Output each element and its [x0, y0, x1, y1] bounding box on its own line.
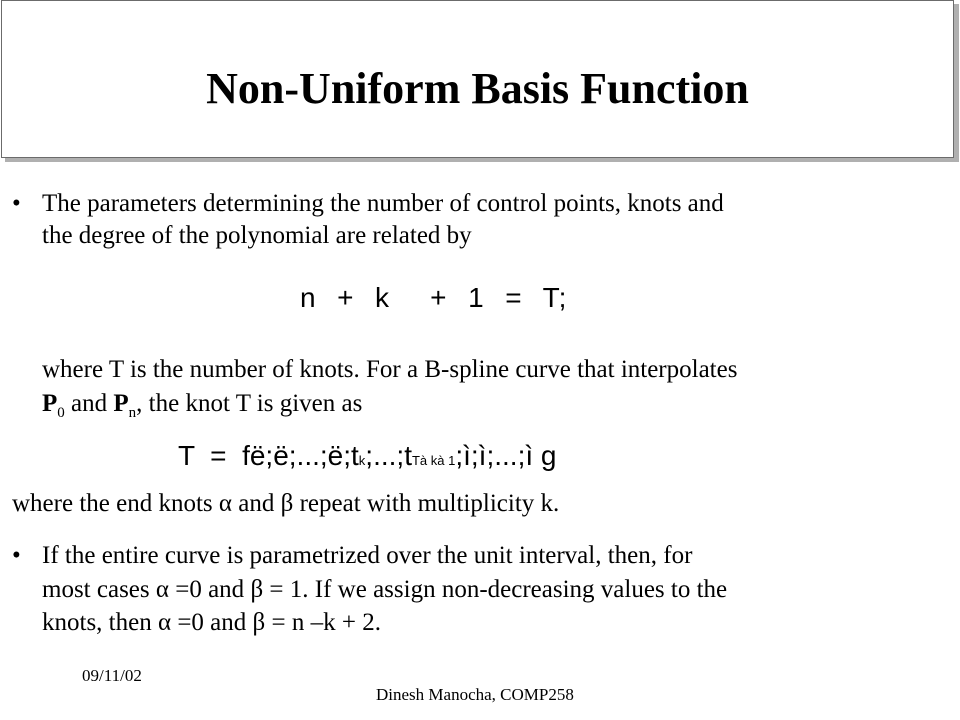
para-2-line-1: where T is the number of knots. For a B-spline curve that interpolates	[42, 356, 738, 383]
p-subscript-n: n	[128, 405, 137, 421]
para-3-post: repeat with multiplicity k.	[293, 490, 560, 517]
b2-l3-c: = n –k + 2.	[265, 609, 381, 636]
para-2-line-2	[42, 388, 362, 429]
bullet-2-line-3	[42, 607, 381, 638]
para-3-pre: where the end knots	[12, 490, 219, 517]
title-box	[1, 0, 954, 158]
b2-l2-b: =0 and	[168, 576, 251, 603]
title-shadow	[954, 4, 959, 162]
p-symbol: P	[42, 390, 58, 417]
b2-l2-c: = 1. If we assign non-decreasing values to the	[263, 576, 728, 603]
bullet-2-line-2	[42, 574, 727, 605]
eq2-sub-k: k	[358, 453, 366, 468]
p-symbol-n: P	[113, 390, 129, 417]
eq2-sub-t: Tà kà 1	[411, 453, 456, 468]
bullet-marker-2: •	[12, 542, 21, 569]
beta-symbol: β	[252, 609, 266, 636]
title-shadow-bottom	[5, 158, 959, 162]
eq2-lhs: T = fë;ë;...;ë;t	[178, 440, 359, 471]
bullet-1-line-2: the degree of the polynomial are related by	[42, 222, 472, 249]
alpha-symbol: α	[157, 609, 172, 636]
equation-knot-vector	[178, 440, 557, 472]
bullet-marker-1: •	[12, 190, 21, 217]
footer-date: 09/11/02	[82, 666, 142, 685]
slide-title: Non-Uniform Basis Function	[206, 64, 749, 113]
p-subscript-0: 0	[57, 405, 65, 421]
beta-symbol: β	[280, 490, 294, 517]
para-3-mid: and	[232, 490, 281, 517]
b2-l3-a: knots, then	[42, 609, 158, 636]
bullet-2-line-1: If the entire curve is parametrized over the unit interval, then, for	[42, 542, 693, 569]
equation-knot-count: n + k + 1 = T;	[300, 282, 569, 313]
and-text: and	[64, 390, 114, 417]
alpha-symbol: α	[155, 576, 169, 603]
footer-author: Dinesh Manocha, COMP258	[376, 685, 574, 704]
para-3	[12, 488, 559, 519]
b2-l2-a: most cases	[42, 576, 156, 603]
alpha-symbol: α	[218, 490, 232, 517]
eq2-mid: ;...;t	[365, 440, 412, 471]
b2-l3-b: =0 and	[171, 609, 253, 636]
beta-symbol: β	[250, 576, 264, 603]
eq2-rhs: ;ì;ì;...;ì g	[455, 440, 557, 471]
knot-text: , the knot T is given as	[136, 390, 363, 417]
bullet-1-line-1: The parameters determining the number of control points, knots and	[42, 190, 724, 217]
